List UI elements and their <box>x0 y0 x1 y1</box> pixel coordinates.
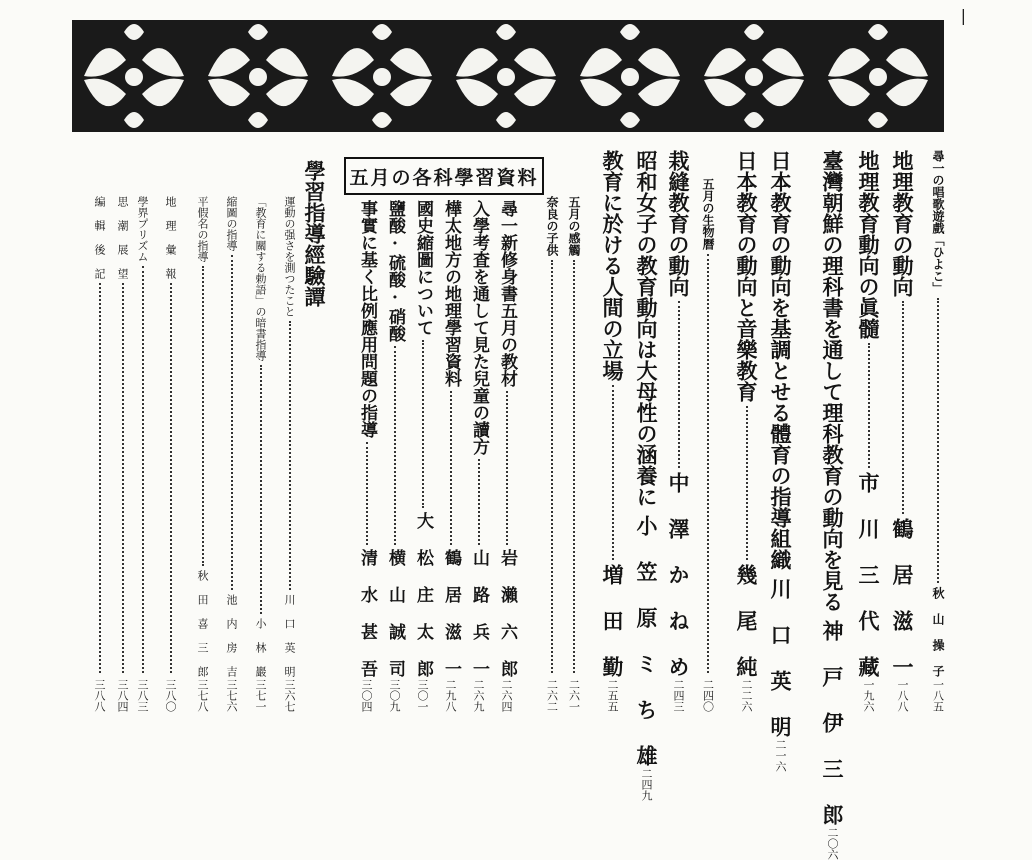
entry-author: 鶴 居 滋 一 <box>441 549 461 677</box>
entry-author: 川 口 英 明 <box>768 578 793 737</box>
entry-page: 二一六 <box>774 739 787 772</box>
entry-author: 池 内 房 吉 <box>225 594 238 677</box>
toc-entry[interactable] <box>358 200 375 712</box>
entry-page: 二四九 <box>640 768 653 801</box>
entry-author: 岩 瀨 六 郎 <box>497 549 517 677</box>
dot-leader <box>707 254 709 673</box>
toc-entry[interactable] <box>137 196 148 712</box>
toc-entry[interactable] <box>668 150 689 712</box>
dot-leader <box>551 260 553 673</box>
dot-leader <box>746 406 748 560</box>
entry-page: 二六四 <box>500 679 513 712</box>
toc-entry[interactable] <box>568 196 580 712</box>
dot-leader <box>170 283 172 673</box>
floral-banner <box>72 20 944 132</box>
dot-leader <box>142 266 144 673</box>
toc-entry[interactable] <box>117 196 128 712</box>
dot-leader <box>394 346 396 545</box>
entry-page: 二六一 <box>567 679 581 712</box>
entry-title: 五月の感觸 <box>567 196 581 256</box>
entry-author: 小 笠 原 ミ ち 雄 <box>634 515 659 766</box>
entry-page: 三〇一 <box>416 679 429 712</box>
dot-leader <box>573 260 575 673</box>
entry-title: 五月の生物曆 <box>701 178 715 250</box>
entry-page: 一八五 <box>931 679 945 712</box>
toc-entry[interactable] <box>226 196 237 712</box>
toc-entry[interactable] <box>255 196 266 712</box>
entry-page: 二六二 <box>545 679 559 712</box>
entry-title: 地理教育の動向 <box>890 150 915 297</box>
toc-entry[interactable] <box>768 150 793 772</box>
entry-page: 一八八 <box>896 679 909 712</box>
entry-author: 川 口 英 明 <box>283 594 296 677</box>
entry-title: 日本教育の動向を基調とせる體育の指導組織 <box>768 150 793 570</box>
flower-center <box>621 68 639 86</box>
flower-center <box>745 68 763 86</box>
entry-title: 學界プリズム <box>136 196 149 262</box>
dot-leader <box>450 391 452 545</box>
entry-page: 三八四 <box>116 679 129 712</box>
toc-entry[interactable] <box>858 150 879 712</box>
entry-page: 三六七 <box>283 679 296 712</box>
dot-leader <box>260 365 262 614</box>
flower-center <box>249 68 267 86</box>
entry-title: 臺灣朝鮮の理科書を通して理科教育の動向を見る <box>820 150 845 612</box>
margin-mark: | <box>960 6 966 25</box>
entry-author: 増 田 勤 <box>600 564 625 677</box>
toc-entry[interactable] <box>736 150 757 712</box>
entry-title: 昭和女子の教育動向は大母性の涵養に <box>634 150 659 507</box>
dot-leader <box>612 385 614 560</box>
entry-title: 縮圖の指導 <box>225 196 238 251</box>
entry-page: 一九六 <box>862 679 875 712</box>
toc-entry[interactable] <box>414 200 431 712</box>
flower-center <box>373 68 391 86</box>
dot-leader <box>99 283 101 673</box>
entry-title: 鹽酸·硫酸·硝酸 <box>385 200 405 342</box>
entry-title: 樺太地方の地理學習資料 <box>441 200 461 387</box>
entry-page: 二五五 <box>606 679 619 712</box>
entry-page: 三七八 <box>196 679 209 712</box>
entry-page: 三七一 <box>254 679 267 712</box>
entry-author: 中 澤 か ね め <box>666 472 691 677</box>
toc-entry[interactable] <box>197 196 208 712</box>
entry-title: 事實に基く比例應用問題の指導 <box>357 200 377 438</box>
flower-center <box>869 68 887 86</box>
entry-page: 三八八 <box>93 679 106 712</box>
entry-title: 尋一新修身書五月の教材 <box>497 200 517 387</box>
entry-page: 三八三 <box>136 679 149 712</box>
dot-leader <box>868 343 870 468</box>
dot-leader <box>289 321 291 590</box>
entry-page: 三八〇 <box>164 679 177 712</box>
entry-title: 教育に於ける人間の立場 <box>600 150 625 381</box>
section2-heading: 學習指導經驗譚 <box>302 160 327 307</box>
entry-page: 三〇四 <box>360 679 373 712</box>
entry-author: 秋 田 喜 三 郎 <box>196 570 209 677</box>
entry-title: 編 輯 後 記 <box>93 196 106 279</box>
entry-page: 三七六 <box>225 679 238 712</box>
toc-entry[interactable] <box>94 196 105 712</box>
toc-entry[interactable] <box>820 150 845 860</box>
entry-author: 小 林 巖 <box>254 618 267 677</box>
section-title-box <box>344 157 544 195</box>
entry-title: 運動の强さを測つたこと <box>283 196 296 317</box>
dot-leader <box>422 340 424 508</box>
flower-center <box>125 68 143 86</box>
dot-leader <box>506 391 508 545</box>
entry-title: 入學考査を通して見た兒童の讀方 <box>469 200 489 455</box>
entry-page: 二四〇 <box>701 679 715 712</box>
entry-title: 栽縫教育の動向 <box>666 150 691 297</box>
entry-page: 二二六 <box>740 679 753 712</box>
entry-author: 清 水 甚 吾 <box>357 549 377 677</box>
entry-author: 幾 尾 純 <box>734 564 759 677</box>
entry-page: 二〇六 <box>826 827 839 860</box>
entry-author: 山 路 兵 一 <box>469 549 489 677</box>
toc-entry[interactable] <box>602 150 623 712</box>
entry-title: 地 理 彙 報 <box>164 196 177 279</box>
entry-author: 鶴 居 滋 一 <box>890 518 915 677</box>
toc-entry[interactable] <box>470 200 487 712</box>
dot-leader <box>937 298 939 583</box>
entry-title: 「教育に關する勅語」の暗書指導 <box>254 196 267 361</box>
toc-entry[interactable] <box>442 200 459 712</box>
entry-title: 思 潮 展 望 <box>116 196 129 279</box>
entry-title: 平假名の指導 <box>196 196 209 262</box>
entry-title: 奈良の子供 <box>545 196 559 256</box>
toc-entry[interactable] <box>546 196 558 712</box>
entry-title: 日本教育の動向と音樂教育 <box>734 150 759 402</box>
toc-entry[interactable] <box>165 196 176 712</box>
flower-center <box>497 68 515 86</box>
entry-title: 地理教育動向の眞髓 <box>856 150 881 339</box>
entry-author: 神 戸 伊 三 郎 <box>820 620 845 825</box>
dot-leader <box>366 442 368 545</box>
dot-leader <box>678 301 680 468</box>
toc-entry[interactable] <box>284 196 295 712</box>
entry-page: 三〇九 <box>388 679 401 712</box>
dot-leader <box>478 459 480 545</box>
entry-author: 市 川 三 代 藏 <box>856 472 881 677</box>
entry-page: 二六九 <box>472 679 485 712</box>
toc-entry[interactable] <box>634 150 659 801</box>
entry-title: 尋一の唱歌遊戲「ひよこ」 <box>931 150 945 294</box>
toc-entry[interactable] <box>932 150 944 712</box>
toc-entry[interactable] <box>892 150 913 712</box>
entry-author: 大 松 庄 太 郎 <box>413 512 433 677</box>
section-title: 五月の各科學習資料 <box>349 166 539 189</box>
entry-page: 二九八 <box>444 679 457 712</box>
entry-title: 國史縮圖について <box>413 200 433 336</box>
toc-entry[interactable] <box>702 178 714 712</box>
dot-leader <box>902 301 904 514</box>
entry-author: 秋 山 操 子 <box>931 587 945 677</box>
dot-leader <box>202 266 204 566</box>
toc-entry[interactable] <box>386 200 403 712</box>
entry-page: 二四三 <box>672 679 685 712</box>
toc-entry[interactable] <box>498 200 515 712</box>
dot-leader <box>231 255 233 590</box>
entry-author: 横 山 誠 司 <box>385 549 405 677</box>
dot-leader <box>122 283 124 673</box>
